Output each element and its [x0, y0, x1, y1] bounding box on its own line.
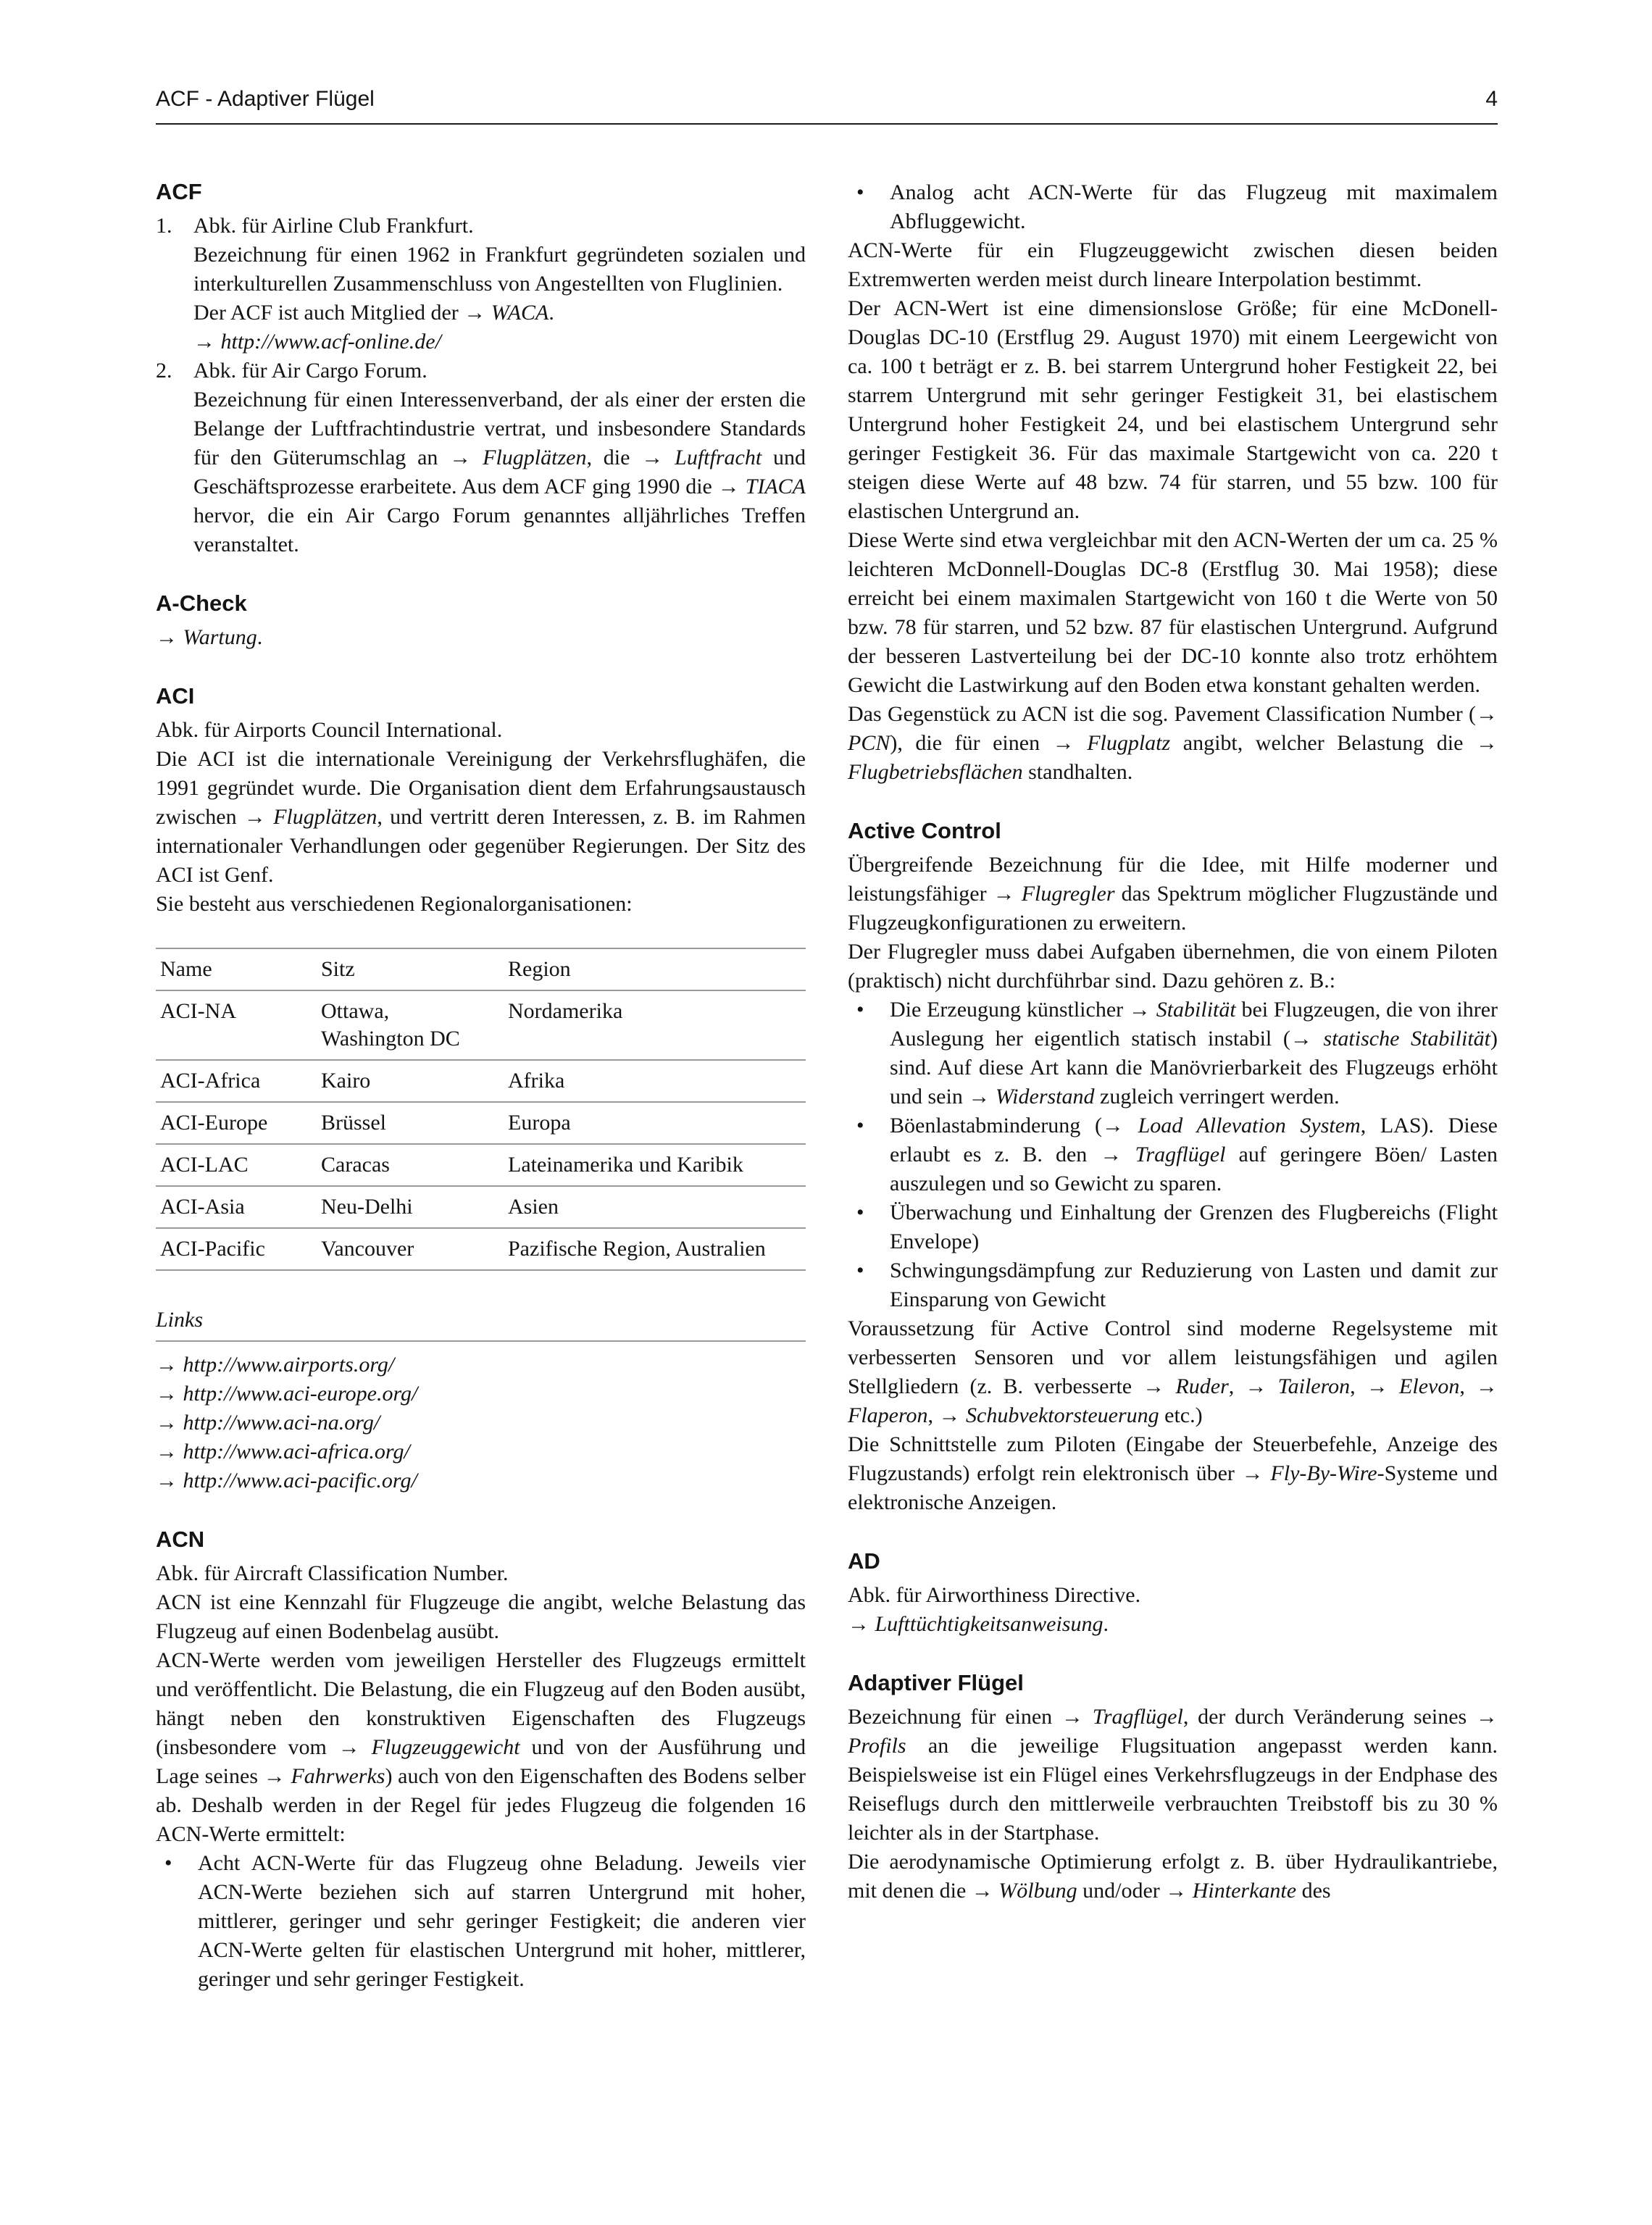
page-number: 4: [1485, 87, 1498, 111]
paragraph: Sie besteht aus verschiedenen Regionalorganisationen:: [156, 892, 633, 916]
table-row: [156, 1144, 806, 1186]
table-cell: Afrika: [508, 1069, 565, 1093]
paragraph: Der ACN-Wert ist eine dimensionslose Größe; für eine McDonell-Douglas DC-10 (Erstflug 29. August 1970) mit einem Leergewicht von ca. 100 t beträgt er z. B. bei starrem Untergrund hoher Festigkeit 22, bei starrem Untergrund mit sehr geringer Festigkeit 31, bei elastischem Untergrund hoher Festigkeit 24, und bei elastischem Untergrund sehr geringer Festigkeit 36. Für das maximale Startgewicht von ca. 220 t steigen diese Werte auf 48 bzw. 74 für starren, und 55 bzw. 100 für elastischen Untergrund an.: [848, 296, 1498, 523]
paragraph: Voraussetzung für Active Control sind moderne Regelsysteme mit verbesserten Sensoren und vor allem leistungsfähigen und agilen Stellgliedern (z. B. verbesserte → Ruder, → Taileron, → Elevon, → Flaperon, → Schubvektorsteuerung etc.): [848, 1316, 1498, 1427]
external-link-line: → http://www.aci-europe.org/: [156, 1382, 418, 1406]
paragraph: Abk. für Airports Council International.: [156, 718, 503, 742]
cross-reference-term: Tragflügel: [1092, 1705, 1183, 1729]
table-cell: Brüssel: [321, 1111, 386, 1135]
table-header-row: [156, 948, 806, 990]
list-item-body: [193, 356, 806, 559]
left-column: [156, 178, 806, 1994]
list-number: 2.: [156, 359, 172, 383]
paragraph: Schwingungsdämpfung zur Reduzierung von Lasten und damit zur Einsparung von Gewicht: [890, 1258, 1498, 1311]
cross-reference-term: → http://www.acf-online.de/: [193, 330, 441, 354]
external-link-line: → http://www.aci-pacific.org/: [156, 1469, 417, 1493]
paragraph: Der Flugregler muss dabei Aufgaben übernehmen, die von einem Piloten (praktisch) nicht durchführbar sind. Dazu gehören z. B.:: [848, 940, 1498, 993]
table-cell: ACI-NA: [160, 999, 236, 1023]
bullet-item: [156, 1849, 806, 1994]
paragraph: Bezeichnung für einen → Tragflügel, der durch Veränderung seines → Profils an die jeweilige Flugsituation angepasst werden kann. Beispielsweise ist ein Flügel eines Verkehrsflugzeugs in der Endphase des Reiseflugs durch den mittlerweile verbrauchten Treibstoff bis zu 30 % leichter als in der Startphase.: [848, 1705, 1498, 1845]
entry-heading-a-check: A-Check: [156, 590, 247, 616]
list-item-body: [890, 1198, 1498, 1256]
bullet-icon: •: [856, 180, 864, 204]
links-heading: Links: [156, 1306, 806, 1342]
page-header: [156, 87, 1498, 125]
cross-reference-term: Lufttüchtigkeitsanweisung: [875, 1612, 1104, 1636]
right-column: [848, 178, 1498, 1994]
bullet-icon: •: [856, 1258, 864, 1282]
list-item-body: [890, 1256, 1498, 1314]
external-link-line: [193, 327, 806, 356]
cross-reference-term: Tragflügel: [1135, 1143, 1226, 1166]
cross-reference-term: Load Allevation System: [1138, 1114, 1361, 1137]
cross-reference-term: Ruder: [1175, 1374, 1229, 1398]
bullet-item: [848, 1198, 1498, 1256]
bullet-icon: •: [164, 1851, 172, 1875]
table-cell: ACI-Asia: [160, 1195, 245, 1219]
paragraph: ACN-Werte für ein Flugzeuggewicht zwischen diesen beiden Extremwerten werden meist durch lineare Interpolation bestimmt.: [848, 238, 1498, 291]
aci-regions-table: [156, 948, 806, 1271]
cross-reference-term: Flugplätzen: [483, 446, 587, 469]
table-row: [156, 990, 806, 1060]
cross-reference-term: Wartung: [183, 625, 257, 649]
entry-heading-acf: ACF: [156, 179, 202, 204]
cross-reference-term: Fahrwerks: [291, 1764, 385, 1788]
cross-reference-term: WACA: [491, 301, 549, 325]
table-cell: Lateinamerika und Karibik: [508, 1153, 743, 1177]
two-column-body: [156, 178, 1498, 1994]
bullet-icon: •: [856, 1201, 864, 1224]
cross-reference-term: PCN: [848, 731, 890, 755]
paragraph: Diese Werte sind etwa vergleichbar mit den ACN-Werten der um ca. 25 % leichteren McDonnell-Douglas DC-8 (Erstflug 30. Mai 1958); diese erreicht bei einem maximalen Startgewicht von 160 t die Werte von 50 bzw. 78 für starren, und 52 bzw. 87 für elastischen Untergrund. Aufgrund der besseren Lastverteilung bei der DC-10 konnte also trotz erhöhtem Gewicht die Lastwirkung auf den Boden etwa konstant gehalten werden.: [848, 528, 1498, 697]
paragraph: Die aerodynamische Optimierung erfolgt z. B. über Hydraulikantriebe, mit denen die → Wölbung und/oder → Hinterkante des: [848, 1850, 1498, 1903]
paragraph: Abk. für Air Cargo Forum.: [193, 359, 427, 383]
bullet-item: [848, 995, 1498, 1111]
table-row: [156, 1060, 806, 1102]
table-cell: Pazifische Region, Australien: [508, 1237, 766, 1261]
running-title: ACF - Adaptiver Flügel: [156, 87, 375, 111]
paragraph: Die Schnittstelle zum Piloten (Eingabe der Steuerbefehle, Anzeige des Flugzustands) erfolgt rein elektronisch über → Fly-By-Wire-Systeme und elektronische Anzeigen.: [848, 1432, 1498, 1514]
cross-reference-term: Wölbung: [998, 1879, 1077, 1903]
paragraph: Abk. für Airline Club Frankfurt.: [193, 214, 474, 238]
list-item-body: [193, 212, 806, 356]
external-link-line: → http://www.aci-na.org/: [156, 1411, 380, 1435]
cross-reference-line: → Wartung.: [156, 625, 263, 649]
table-cell: Vancouver: [321, 1237, 414, 1261]
list-item-body: [890, 995, 1498, 1111]
cross-reference-term: Schubvektorsteuerung: [966, 1403, 1159, 1427]
paragraph: Acht ACN-Werte für das Flugzeug ohne Beladung. Jeweils vier ACN-Werte beziehen sich auf starren Untergrund mit hoher, mittlerer, geringer und sehr geringer Festigkeit; die anderen vier ACN-Werte gelten für elastischen Untergrund mit hoher, mittlerer, geringer und sehr geringer Festigkeit.: [198, 1851, 806, 1991]
cross-reference-term: Taileron: [1277, 1374, 1351, 1398]
bullet-icon: •: [856, 1114, 864, 1137]
cross-reference-term: statische Stabilität: [1323, 1027, 1491, 1051]
paragraph: ACN ist eine Kennzahl für Flugzeuge die angibt, welche Belastung das Flugzeug auf einen Bodenbelag ausübt.: [156, 1590, 806, 1643]
cross-reference-line: → Lufttüchtigkeitsanweisung.: [848, 1612, 1109, 1636]
paragraph: Abk. für Aircraft Classification Number.: [156, 1561, 509, 1585]
table-cell: Nordamerika: [508, 999, 623, 1023]
paragraph: Analog acht ACN-Werte für das Flugzeug mit maximalem Abfluggewicht.: [890, 180, 1498, 233]
paragraph: Übergreifende Bezeichnung für die Idee, mit Hilfe moderner und leistungsfähiger → Flugregler das Spektrum möglicher Flugzustände und Flugzeugkonfigurationen zu erweitern.: [848, 853, 1498, 935]
cross-reference-term: Flugregler: [1021, 882, 1115, 906]
paragraph: Die Erzeugung künstlicher → Stabilität bei Flugzeugen, die von ihrer Auslegung her eigentlich statisch instabil (→ statische Stabilität) sind. Auf diese Art kann die Manövrierbarkeit des Flugzeugs erhöht und sein → Widerstand zugleich verringert werden.: [890, 998, 1498, 1109]
paragraph: Der ACF ist auch Mitglied der → WACA.: [193, 301, 554, 325]
table-cell: Asien: [508, 1195, 559, 1219]
cross-reference-term: Flugbetriebsflächen: [848, 760, 1023, 784]
column-header-region: Region: [508, 957, 571, 981]
numbered-item-1: [156, 212, 806, 356]
paragraph: Bezeichnung für einen 1962 in Frankfurt gegründeten sozialen und interkulturellen Zusammenschluss von Angestellten von Fluglinien.: [193, 243, 806, 296]
cross-reference-term: TIACA: [745, 475, 806, 498]
table-cell: Ottawa, Washington DC: [321, 999, 460, 1051]
table-cell: ACI-Africa: [160, 1069, 261, 1093]
entry-heading-adaptiver-fluegel: Adaptiver Flügel: [848, 1670, 1024, 1695]
entry-heading-active-control: Active Control: [848, 818, 1001, 843]
list-item-body: [198, 1849, 806, 1994]
cross-reference-term: Widerstand: [995, 1085, 1095, 1109]
numbered-item-2: [156, 356, 806, 559]
cross-reference-term: Fly-By-Wire: [1270, 1461, 1377, 1485]
table-row: [156, 1228, 806, 1270]
list-item-body: [890, 178, 1498, 236]
table-cell: ACI-Europe: [160, 1111, 268, 1135]
bullet-item: [848, 178, 1498, 236]
paragraph: Überwachung und Einhaltung der Grenzen des Flugbereichs (Flight Envelope): [890, 1201, 1498, 1253]
table-cell: Europa: [508, 1111, 571, 1135]
list-item-body: [890, 1111, 1498, 1198]
entry-heading-ad: AD: [848, 1548, 880, 1574]
bullet-item: [848, 1256, 1498, 1314]
table-cell: Kairo: [321, 1069, 371, 1093]
paragraph: Abk. für Airworthiness Directive.: [848, 1583, 1141, 1607]
bullet-icon: •: [856, 998, 864, 1022]
paragraph: Bezeichnung für einen Interessenverband, der als einer der ersten die Belange der Luftfrachtindustrie vertrat, und insbesondere Standards für den Güterumschlag an → Flugplätzen, die → Luftfracht und Geschäftsprozesse erarbeitete. Aus dem ACF ging 1990 die → TIACA hervor, die ein Air Cargo Forum genanntes alljährliches Treffen veranstaltet.: [193, 388, 806, 556]
column-header-sitz: Sitz: [321, 957, 355, 981]
cross-reference-term: Stabilität: [1156, 998, 1236, 1022]
external-link-line: → http://www.aci-africa.org/: [156, 1440, 410, 1464]
cross-reference-term: Flugplatz: [1087, 731, 1171, 755]
cross-reference-term: Flugplätzen: [273, 805, 377, 829]
cross-reference-term: Hinterkante: [1192, 1879, 1297, 1903]
paragraph: Böenlastabminderung (→ Load Allevation System, LAS). Diese erlaubt es z. B. den → Tragflügel auf geringere Böen/ Lasten auszulegen und so Gewicht zu sparen.: [890, 1114, 1498, 1195]
column-header-name: Name: [160, 957, 212, 981]
cross-reference-term: Flaperon: [848, 1403, 928, 1427]
cross-reference-term: Luftfracht: [675, 446, 762, 469]
cross-reference-term: Elevon: [1399, 1374, 1460, 1398]
table-row: [156, 1102, 806, 1144]
cross-reference-term: Profils: [848, 1734, 906, 1758]
external-link-line: → http://www.airports.org/: [156, 1353, 395, 1377]
entry-heading-aci: ACI: [156, 683, 195, 709]
table-cell: ACI-LAC: [160, 1153, 249, 1177]
paragraph: Das Gegenstück zu ACN ist die sog. Pavement Classification Number (→ PCN), die für einen → Flugplatz angibt, welcher Belastung die → Flugbetriebsflächen standhalten.: [848, 702, 1498, 784]
table-cell: Caracas: [321, 1153, 390, 1177]
bullet-item: [848, 1111, 1498, 1198]
paragraph: Die ACI ist die internationale Vereinigung der Verkehrsflughäfen, die 1991 gegründet wurde. Die Organisation dient dem Erfahrungsaustausch zwischen → Flugplätzen, und vertritt deren Interessen, z. B. im Rahmen internationaler Verhandlungen oder gegenüber Regierungen. Der Sitz des ACI ist Genf.: [156, 747, 806, 887]
list-number: 1.: [156, 214, 172, 238]
table-cell: ACI-Pacific: [160, 1237, 265, 1261]
table-row: [156, 1186, 806, 1228]
entry-heading-acn: ACN: [156, 1527, 205, 1552]
cross-reference-term: Flugzeuggewicht: [371, 1735, 520, 1759]
table-cell: Neu-Delhi: [321, 1195, 413, 1219]
paragraph: ACN-Werte werden vom jeweiligen Hersteller des Flugzeugs ermittelt und veröffentlicht. Die Belastung, die ein Flugzeug auf den Boden ausübt, hängt neben den konstruktiven Eigenschaften des Flugzeugs (insbesondere vom → Flugzeuggewicht und von der Ausführung und Lage seines → Fahrwerks) auch von den Eigenschaften des Bodens selber ab. Deshalb werden in der Regel für jedes Flugzeug die folgenden 16 ACN-Werte ermittelt:: [156, 1648, 806, 1846]
links-section: [156, 1306, 806, 1495]
